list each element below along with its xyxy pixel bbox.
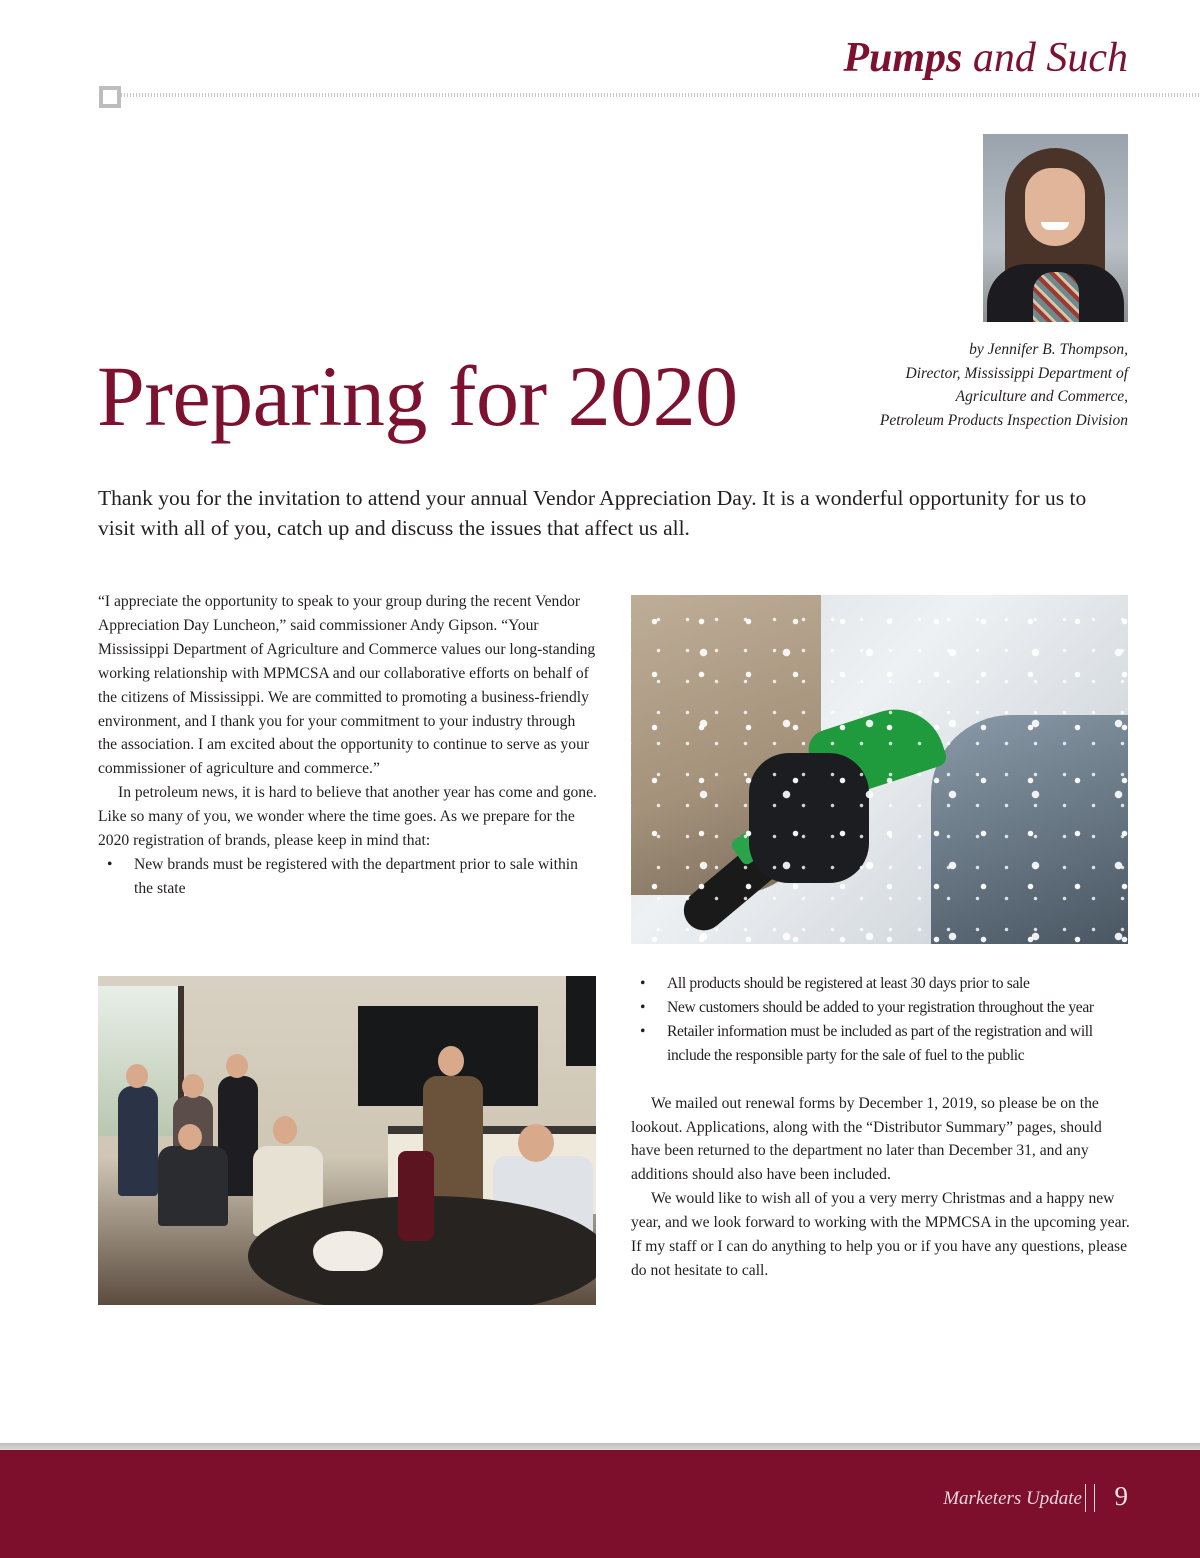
publication-name: Marketers Update [943,1488,1082,1509]
footer-separator [1085,1484,1095,1512]
body-paragraph: We mailed out renewal forms by December 1, 2019, so please be on the lookout. Applications, along with the “Distributor Summary” pages, should have been returned to the department no later than December 31, and any additions should also have been included. [631,1094,1102,1184]
header-rule-square [99,86,121,108]
list-item: • New brands must be registered with the department prior to sale within the state [134,853,598,901]
body-paragraph: “I appreciate the opportunity to speak to your group during the recent Vendor Appreciation Day Luncheon,” said commissioner Andy Gipson. “Your Mississippi Department of Agriculture and Commerce values our long-standing working relationship with MPMCSA and our collaborative efforts on behalf of the citizens of Mississippi. We are committed to promoting a business-friendly environment, and I thank you for your commitment to your industry through the association. I am excited about the opportunity to continue to serve as your commissioner of agriculture and commerce.” [98,593,596,778]
list-item: • Retailer information must be included as part of the registration and will include the responsible party for the sale of fuel to the public [667,1020,1131,1068]
footer-divider [0,1443,1200,1450]
header-rule-line [121,93,1200,97]
list-item: • All products should be registered at least 30 days prior to sale [667,972,1131,996]
article-intro: Thank you for the invitation to attend your annual Vendor Appreciation Day. It is a wonderful opportunity for us to visit with all of you, catch up and discuss the issues that affect us all. [98,486,1087,540]
byline-line: by Jennifer B. Thompson, [969,341,1128,358]
page-footer [0,1450,1200,1558]
byline-line: Agriculture and Commerce, [955,388,1128,405]
page-number: 9 [1114,1481,1128,1511]
byline-line: Director, Mississippi Department of [905,364,1128,382]
section-header-rest: and Such [972,35,1128,81]
fuel-pump-photo [631,595,1128,944]
author-byline [828,338,1128,432]
section-header [843,34,1128,82]
list-item: • New customers should be added to your registration throughout the year [667,996,1131,1020]
bullet-list [631,972,1131,1068]
bullet-list [98,853,598,901]
right-column [631,972,1131,1283]
article-title: Preparing for 2020 [97,348,738,444]
meeting-photo [98,976,596,1305]
left-column [98,590,598,901]
section-header-strong: Pumps [843,35,963,81]
byline-line: Petroleum Products Inspection Division [879,411,1128,429]
body-paragraph: In petroleum news, it is hard to believe that another year has come and gone. Like so many of you, we wonder where the time goes. As we prepare for the 2020 registration of brands, please keep in mind that: [98,784,597,850]
body-paragraph: We would like to wish all of you a very merry Christmas and a happy new year, and we look forward to working with the MPMCSA in the upcoming year. If my staff or I can do anything to help you or if you have any questions, please do not hesitate to call. [631,1190,1130,1279]
author-photo [983,134,1128,322]
